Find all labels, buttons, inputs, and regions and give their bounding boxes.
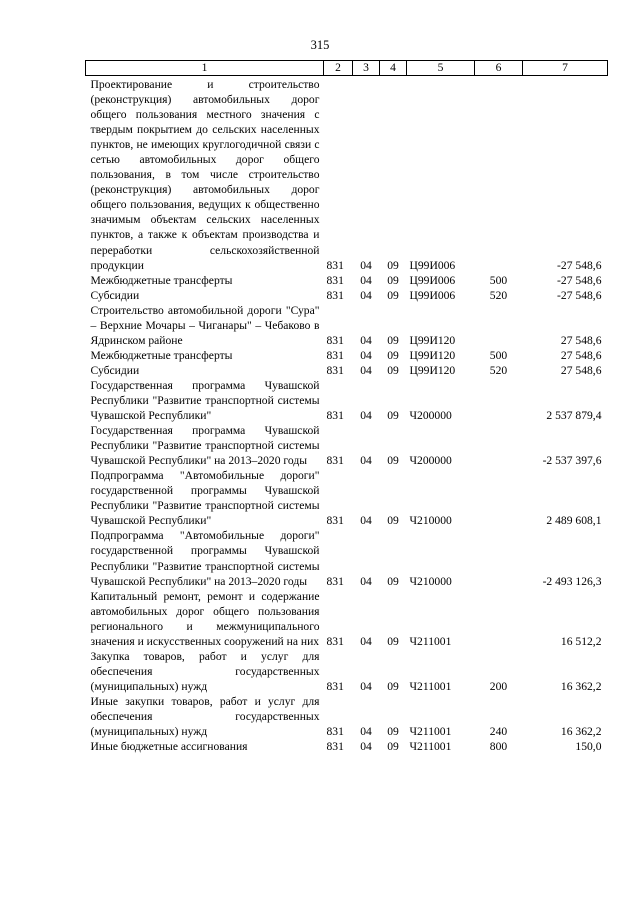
row-ministry-code: 831 <box>326 273 344 287</box>
row-subsection: 09 <box>387 574 399 588</box>
header-col-1: 1 <box>86 61 324 76</box>
row-amount: -27 548,6 <box>557 273 602 287</box>
row-target-article: Ц99И120 <box>409 348 456 362</box>
row-amount: 150,0 <box>575 740 602 754</box>
table-row <box>86 273 608 288</box>
row-amount: -27 548,6 <box>557 288 602 302</box>
row-target-article: Ц99И006 <box>409 288 456 302</box>
header-col-2: 2 <box>324 61 353 76</box>
row-ministry-code: 831 <box>326 634 344 648</box>
row-name: Капитальный ремонт, ремонт и содержание автомобильных дорог общего пользования регионального и межмуниципального значения и искусственных сооружений на них <box>90 589 320 648</box>
header-col-3: 3 <box>353 61 380 76</box>
table-row <box>86 378 608 423</box>
header-col-4: 4 <box>380 61 407 76</box>
row-target-article: Ц99И006 <box>409 258 456 272</box>
row-name: Проектирование и строительство (реконструкция) автомобильных дорог общего пользования местного значения с твердым покрытием до сельских населенных пунктов, не имеющих круглогодичной связи с сетью автомобильных дорог общего пользования, в том числе строительство (реконструкция) автомобильных дорог общего пользования, ведущих к общественно значимым объектам сельских населенных пунктов, а также к объектам производства и переработки сельскохозяйственной продукции <box>90 78 320 272</box>
row-subsection: 09 <box>387 679 399 693</box>
row-expense-type <box>475 378 523 423</box>
row-ministry-code: 831 <box>326 740 344 754</box>
row-ministry-code: 831 <box>326 574 344 588</box>
row-subsection: 09 <box>387 514 399 528</box>
row-name: Межбюджетные трансферты <box>90 273 233 287</box>
table-row <box>86 363 608 378</box>
row-section: 04 <box>360 679 372 693</box>
table-row <box>86 423 608 468</box>
row-ministry-code: 831 <box>326 409 344 423</box>
row-section: 04 <box>360 725 372 739</box>
row-name: Строительство автомобильной дороги "Сура" – Верхние Мочары – Чиганары" – Чебаково в Ядринском районе <box>90 303 320 347</box>
row-amount: 27 548,6 <box>560 363 602 377</box>
page-number: 315 <box>310 38 330 52</box>
row-ministry-code: 831 <box>326 333 344 347</box>
row-target-article: Ц99И120 <box>409 363 456 377</box>
row-expense-type: 800 <box>489 740 508 754</box>
row-target-article: Ч211001 <box>409 725 452 739</box>
row-expense-type <box>475 423 523 468</box>
row-name: Государственная программа Чувашской Республики "Развитие транспортной системы Чувашской Республики" <box>90 378 320 423</box>
row-expense-type <box>475 589 523 649</box>
row-name: Субсидии <box>90 363 140 377</box>
row-amount: 2 537 879,4 <box>546 409 602 423</box>
table-row <box>86 694 608 739</box>
row-target-article: Ч210000 <box>409 574 452 588</box>
row-target-article: Ч210000 <box>409 514 452 528</box>
row-subsection: 09 <box>387 273 399 287</box>
row-subsection: 09 <box>387 348 399 362</box>
row-amount: 16 362,2 <box>560 679 602 693</box>
row-amount: 27 548,6 <box>560 348 602 362</box>
row-amount: 27 548,6 <box>560 333 602 347</box>
table-row <box>86 76 608 273</box>
row-subsection: 09 <box>387 288 399 302</box>
row-expense-type: 520 <box>489 363 508 377</box>
row-expense-type: 520 <box>489 288 508 302</box>
row-name: Государственная программа Чувашской Республики "Развитие транспортной системы Чувашской Республики" на 2013–2020 годы <box>90 424 320 468</box>
row-expense-type <box>475 303 523 348</box>
row-amount: 16 362,2 <box>560 725 602 739</box>
row-section: 04 <box>360 454 372 468</box>
row-name: Подпрограмма "Автомобильные дороги" государственной программы Чувашской Республики "Развитие транспортной системы Чувашской Республики" на 2013–2020 годы <box>90 529 320 588</box>
row-amount: -2 537 397,6 <box>542 454 602 468</box>
row-section: 04 <box>360 348 372 362</box>
row-subsection: 09 <box>387 454 399 468</box>
row-expense-type: 200 <box>489 679 508 693</box>
table-header-row <box>86 61 608 76</box>
table-row <box>86 303 608 348</box>
table-row <box>86 528 608 588</box>
row-section: 04 <box>360 409 372 423</box>
row-expense-type <box>475 528 523 588</box>
row-ministry-code: 831 <box>326 363 344 377</box>
row-ministry-code: 831 <box>326 288 344 302</box>
header-col-6: 6 <box>475 61 523 76</box>
table-row <box>86 589 608 649</box>
row-subsection: 09 <box>387 740 399 754</box>
row-ministry-code: 831 <box>326 514 344 528</box>
row-name: Межбюджетные трансферты <box>90 348 233 362</box>
row-target-article: Ч211001 <box>409 679 452 693</box>
row-section: 04 <box>360 363 372 377</box>
row-target-article: Ц99И120 <box>409 333 456 347</box>
table-body <box>86 76 608 755</box>
row-expense-type: 240 <box>489 725 508 739</box>
row-target-article: Ч200000 <box>409 409 452 423</box>
budget-table <box>85 60 608 754</box>
row-expense-type <box>475 76 523 273</box>
row-target-article: Ц99И006 <box>409 273 456 287</box>
table-row <box>86 288 608 303</box>
row-ministry-code: 831 <box>326 454 344 468</box>
row-subsection: 09 <box>387 333 399 347</box>
row-target-article: Ч200000 <box>409 454 452 468</box>
table-row <box>86 468 608 528</box>
table-row <box>86 739 608 754</box>
row-section: 04 <box>360 288 372 302</box>
row-amount: 2 489 608,1 <box>546 514 602 528</box>
row-target-article: Ч211001 <box>409 634 452 648</box>
row-expense-type <box>475 468 523 528</box>
row-amount: -2 493 126,3 <box>542 574 602 588</box>
row-expense-type: 500 <box>489 273 508 287</box>
row-ministry-code: 831 <box>326 348 344 362</box>
header-col-5: 5 <box>407 61 475 76</box>
row-ministry-code: 831 <box>326 679 344 693</box>
table-row <box>86 649 608 694</box>
header-col-7: 7 <box>523 61 608 76</box>
row-name: Иные закупки товаров, работ и услуг для обеспечения государственных (муниципальных) нужд <box>90 694 320 739</box>
row-amount: 16 512,2 <box>560 634 602 648</box>
row-subsection: 09 <box>387 409 399 423</box>
row-subsection: 09 <box>387 258 399 272</box>
row-ministry-code: 831 <box>326 725 344 739</box>
row-section: 04 <box>360 333 372 347</box>
row-section: 04 <box>360 258 372 272</box>
table-row <box>86 348 608 363</box>
row-amount: -27 548,6 <box>557 258 602 272</box>
row-name: Подпрограмма "Автомобильные дороги" государственной программы Чувашской Республики "Развитие транспортной системы Чувашской Республики" <box>90 469 320 528</box>
row-name: Иные бюджетные ассигнования <box>90 740 248 754</box>
row-ministry-code: 831 <box>326 258 344 272</box>
row-target-article: Ч211001 <box>409 740 452 754</box>
row-subsection: 09 <box>387 634 399 648</box>
row-section: 04 <box>360 634 372 648</box>
row-section: 04 <box>360 740 372 754</box>
row-section: 04 <box>360 514 372 528</box>
row-name: Закупка товаров, работ и услуг для обеспечения государственных (муниципальных) нужд <box>90 649 320 693</box>
row-section: 04 <box>360 273 372 287</box>
row-name: Субсидии <box>90 288 140 302</box>
row-subsection: 09 <box>387 363 399 377</box>
row-section: 04 <box>360 574 372 588</box>
row-subsection: 09 <box>387 725 399 739</box>
row-expense-type: 500 <box>489 348 508 362</box>
